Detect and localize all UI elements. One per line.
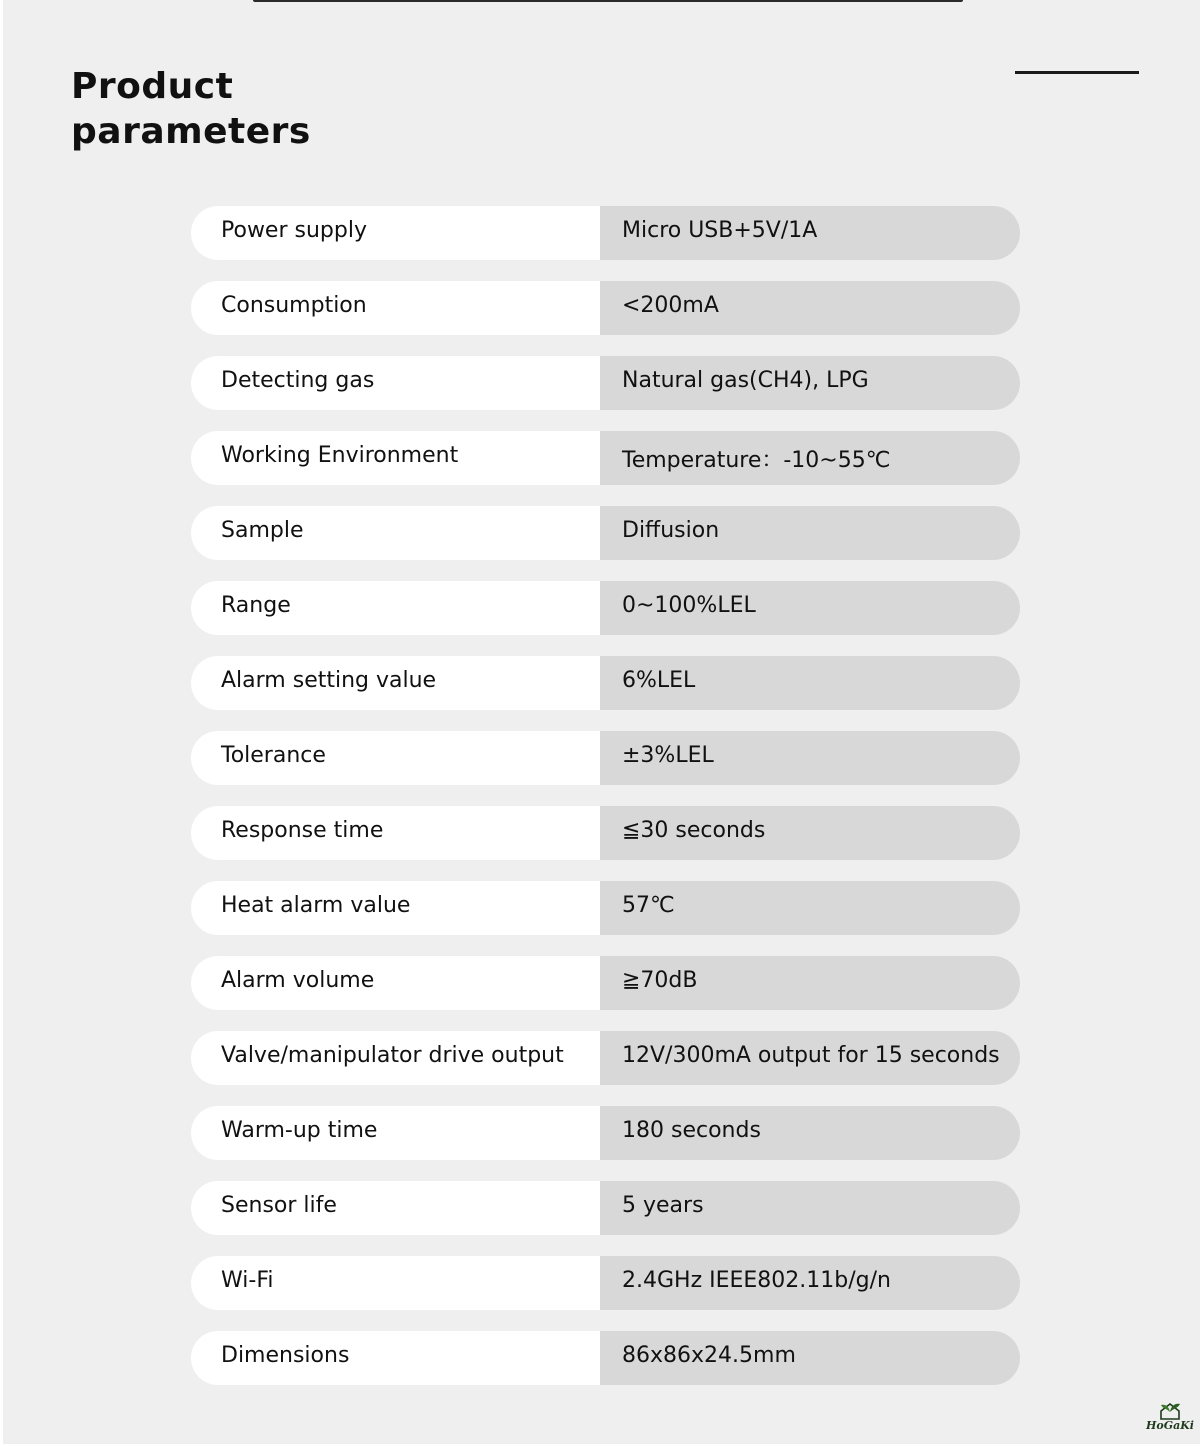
parameter-label: Heat alarm value xyxy=(191,881,600,935)
parameter-row-power-supply xyxy=(191,206,1020,260)
parameter-row-range xyxy=(191,581,1020,635)
parameter-value: 6%LEL xyxy=(600,656,1020,710)
parameter-value: ≧70dB xyxy=(600,956,1020,1010)
parameter-value: 5 years xyxy=(600,1181,1020,1235)
parameter-row-sample xyxy=(191,506,1020,560)
parameter-row-tolerance xyxy=(191,731,1020,785)
parameter-row-detecting-gas xyxy=(191,356,1020,410)
parameter-row-heat-alarm-value xyxy=(191,881,1020,935)
parameter-label: Sensor life xyxy=(191,1181,600,1235)
parameter-label: Warm-up time xyxy=(191,1106,600,1160)
parameter-value: 180 seconds xyxy=(600,1106,1020,1160)
accent-line xyxy=(1015,71,1139,74)
product-parameters-page xyxy=(3,0,1200,1444)
parameter-label: Detecting gas xyxy=(191,356,600,410)
leaf-house-icon xyxy=(1155,1400,1185,1420)
parameter-value: ≦30 seconds xyxy=(600,806,1020,860)
parameter-value: 86x86x24.5mm xyxy=(600,1331,1020,1385)
parameter-row-dimensions xyxy=(191,1331,1020,1385)
parameter-label: Response time xyxy=(191,806,600,860)
parameter-label: Range xyxy=(191,581,600,635)
parameters-table xyxy=(191,206,1020,1406)
parameter-value: Diffusion xyxy=(600,506,1020,560)
parameter-row-consumption xyxy=(191,281,1020,335)
parameter-label: Alarm volume xyxy=(191,956,600,1010)
parameter-row-working-environment xyxy=(191,431,1020,485)
parameter-label: Sample xyxy=(191,506,600,560)
parameter-value: 0~100%LEL xyxy=(600,581,1020,635)
parameter-label: Wi-Fi xyxy=(191,1256,600,1310)
parameter-value: 57℃ xyxy=(600,881,1020,935)
parameter-row-valve-drive-output xyxy=(191,1031,1020,1085)
parameter-label: Alarm setting value xyxy=(191,656,600,710)
parameter-row-response-time xyxy=(191,806,1020,860)
parameter-value: 12V/300mA output for 15 seconds xyxy=(600,1031,1020,1085)
parameter-value: Natural gas(CH4), LPG xyxy=(600,356,1020,410)
parameter-value: Temperature：-10~55℃ xyxy=(600,431,1020,485)
parameter-row-wifi xyxy=(191,1256,1020,1310)
parameter-label: Dimensions xyxy=(191,1331,600,1385)
page-title-line-2: parameters xyxy=(71,111,311,152)
brand-logo-text: HoGaKi xyxy=(1146,1419,1194,1432)
parameter-label: Working Environment xyxy=(191,431,600,485)
parameter-row-warm-up-time xyxy=(191,1106,1020,1160)
parameter-row-sensor-life xyxy=(191,1181,1020,1235)
parameter-label: Consumption xyxy=(191,281,600,335)
parameter-label: Valve/manipulator drive output xyxy=(191,1031,600,1085)
parameter-value: Micro USB+5V/1A xyxy=(600,206,1020,260)
parameter-label: Power supply xyxy=(191,206,600,260)
parameter-value: 2.4GHz IEEE802.11b/g/n xyxy=(600,1256,1020,1310)
parameter-value: <200mA xyxy=(600,281,1020,335)
brand-logo xyxy=(1142,1400,1198,1434)
parameter-value: ±3%LEL xyxy=(600,731,1020,785)
page-title xyxy=(71,64,311,154)
page-title-line-1: Product xyxy=(71,66,234,107)
parameter-row-alarm-volume xyxy=(191,956,1020,1010)
parameter-label: Tolerance xyxy=(191,731,600,785)
parameter-row-alarm-setting-value xyxy=(191,656,1020,710)
top-divider xyxy=(253,0,963,2)
